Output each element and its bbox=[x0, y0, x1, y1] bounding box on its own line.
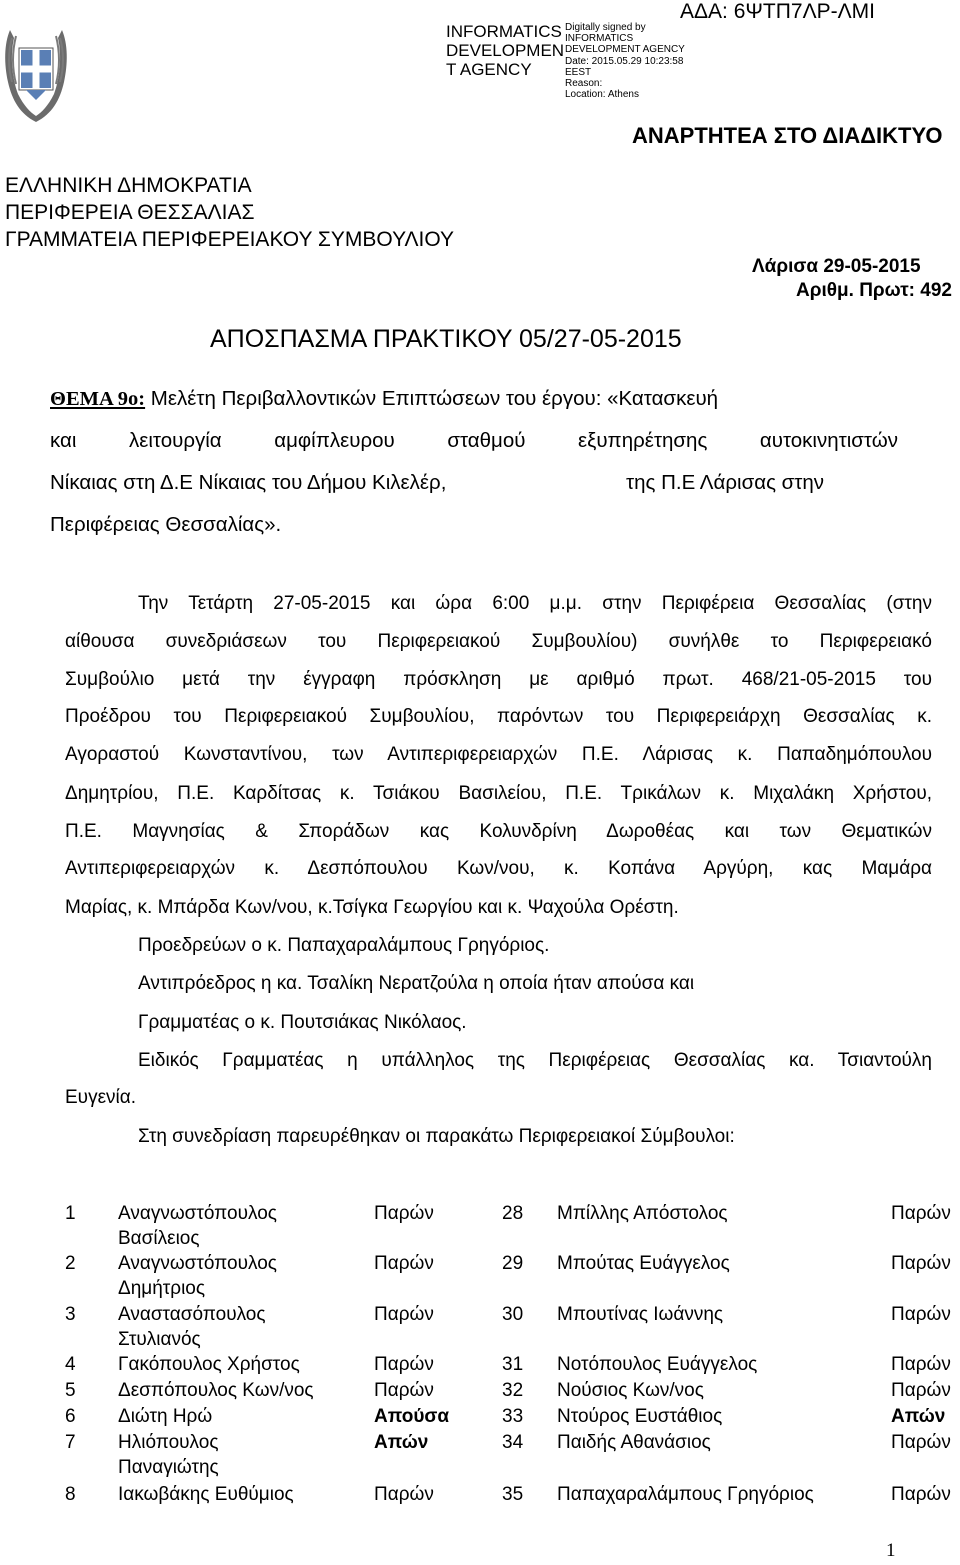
member-number: 3 bbox=[65, 1304, 76, 1325]
member-number: 4 bbox=[65, 1354, 76, 1375]
member-status: Παρών bbox=[891, 1354, 951, 1375]
member-name: Παπαχαραλάμπους Γρηγόριος bbox=[557, 1484, 814, 1505]
special-secretary-continuation: Ευγενία. bbox=[65, 1087, 137, 1108]
member-name: Ιακωβάκης Ευθύμιος bbox=[118, 1484, 294, 1505]
subject-text: Νίκαιας στη Δ.Ε Νίκαιας του Δήμου Κιλελέρ, bbox=[50, 471, 447, 494]
member-number: 33 bbox=[502, 1406, 524, 1427]
member-number: 32 bbox=[502, 1380, 524, 1401]
body-line: Δημητρίου, Π.Ε. Καρδίτσας κ. Τσιάκου Βασιλείου, Π.Ε. Τρικάλων κ. Μιχαλάκη Χρήστου, bbox=[65, 783, 932, 804]
member-status-absent: Απούσα bbox=[374, 1406, 450, 1427]
subject-text: Μελέτη Περιβαλλοντικών Επιπτώσεων του έργου: «Κατασκευή bbox=[150, 387, 719, 410]
signature-detail-line: Location: Athens bbox=[565, 89, 639, 101]
attendees-intro: Στη συνεδρίαση παρευρέθηκαν οι παρακάτω Περιφερειακοί Σύμβουλοι: bbox=[138, 1126, 735, 1147]
member-name-cont: Δημήτριος bbox=[118, 1278, 206, 1299]
subject-text: της Π.Ε Λάρισας στην bbox=[626, 471, 825, 494]
subject-line-1 bbox=[50, 387, 898, 411]
ada-code: ΑΔΑ: 6ΨΤΠ7ΛΡ-ΛΜΙ bbox=[680, 0, 875, 23]
member-number: 29 bbox=[502, 1253, 524, 1274]
chair-line: Προεδρεύων ο κ. Παπαχαραλάμπους Γρηγόριος. bbox=[138, 935, 550, 956]
member-number: 30 bbox=[502, 1304, 524, 1325]
body-line: Αντιπεριφερειαρχών κ. Δεσπόπουλου Κων/νου, κ. Κοπάνα Αργύρη, κας Μαμάρα bbox=[65, 858, 932, 879]
member-status: Παρών bbox=[891, 1484, 951, 1505]
signature-detail-line: Date: 2015.05.29 10:23:58 bbox=[565, 55, 684, 67]
member-status-absent: Απών bbox=[374, 1432, 429, 1453]
subject-line-4: Περιφέρειας Θεσσαλίας». bbox=[50, 513, 282, 536]
member-number: 7 bbox=[65, 1432, 76, 1453]
member-number: 2 bbox=[65, 1253, 76, 1274]
member-number: 6 bbox=[65, 1406, 76, 1427]
signature-detail-line: Reason: bbox=[565, 78, 603, 90]
body-line: αίθουσα συνεδριάσεων του Περιφερειακού Συμβουλίου) συνήλθε το Περιφερειακό bbox=[65, 631, 932, 652]
secretary-line: Γραμματέας ο κ. Πουτσιάκας Νικόλαος. bbox=[138, 1012, 467, 1033]
vice-chair-line: Αντιπρόεδρος η κα. Τσαλίκη Νερατζούλα η οποία ήταν απούσα και bbox=[138, 973, 695, 994]
member-number: 8 bbox=[65, 1484, 76, 1505]
greek-coat-of-arms-emblem bbox=[2, 8, 70, 126]
member-status: Παρών bbox=[374, 1253, 434, 1274]
signature-name-line: INFORMATICS bbox=[446, 22, 562, 41]
signature-detail-line: DEVELOPMENT AGENCY bbox=[565, 44, 685, 56]
body-line: Αγοραστού Κωνσταντίνου, των Αντιπεριφερειαρχών Π.Ε. Λάρισας κ. Παπαδημόπουλου bbox=[65, 744, 932, 765]
member-name: Ντούρος Ευστάθιος bbox=[557, 1406, 723, 1427]
member-status: Παρών bbox=[374, 1484, 434, 1505]
member-status: Παρών bbox=[891, 1380, 951, 1401]
member-status-absent: Απών bbox=[891, 1406, 946, 1427]
document-title: ΑΠΟΣΠΑΣΜΑ ΠΡΑΚΤΙΚΟΥ 05/27-05-2015 bbox=[210, 325, 682, 353]
member-name: Αναστασόπουλος bbox=[118, 1304, 266, 1325]
member-status: Παρών bbox=[891, 1253, 951, 1274]
member-name: Αναγνωστόπουλος bbox=[118, 1253, 277, 1274]
body-line: Συμβούλιο μετά την έγγραφη πρόσκληση με αριθμό πρωτ. 468/21-05-2015 του bbox=[65, 669, 932, 690]
member-name: Νοτόπουλος Ευάγγελος bbox=[557, 1354, 758, 1375]
signature-detail-line: EEST bbox=[565, 66, 592, 78]
signature-detail-line: INFORMATICS bbox=[565, 33, 634, 45]
authority-line-region: ΠΕΡΙΦΕΡΕΙΑ ΘΕΣΣΑΛΙΑΣ bbox=[5, 201, 255, 224]
member-number: 34 bbox=[502, 1432, 524, 1453]
signature-details bbox=[565, 22, 685, 100]
member-name-cont: Στυλιανός bbox=[118, 1329, 201, 1350]
member-status: Παρών bbox=[891, 1432, 951, 1453]
member-status: Παρών bbox=[374, 1380, 434, 1401]
signature-detail-line: Digitally signed by bbox=[565, 22, 646, 33]
member-number: 1 bbox=[65, 1203, 76, 1224]
member-status: Παρών bbox=[891, 1304, 951, 1325]
signature-agency-name bbox=[446, 22, 564, 79]
signature-name-line: T AGENCY bbox=[446, 60, 532, 79]
page-number: 1 bbox=[886, 1540, 896, 1561]
posting-notice: ΑΝΑΡΤΗΤΕΑ ΣΤΟ ΔΙΑΔΙΚΤΥΟ bbox=[632, 123, 943, 148]
member-name: Γακόπουλος Χρήστος bbox=[118, 1354, 300, 1375]
member-number: 5 bbox=[65, 1380, 76, 1401]
member-name: Δεσπόπουλος Κων/νος bbox=[118, 1380, 314, 1401]
special-secretary-line: Ειδικός Γραμματέας η υπάλληλος της Περιφέρειας Θεσσαλίας κα. Τσιαντούλη bbox=[138, 1050, 932, 1071]
subject-line-2: και λειτουργία αμφίπλευρου σταθμού εξυπηρέτησης αυτοκινητιστών bbox=[50, 429, 898, 452]
member-status: Παρών bbox=[374, 1203, 434, 1224]
member-name: Ηλιόπουλος bbox=[118, 1432, 219, 1453]
authority-line-republic: ΕΛΛΗΝΙΚΗ ΔΗΜΟΚΡΑΤΙΑ bbox=[5, 174, 252, 197]
member-number: 31 bbox=[502, 1354, 524, 1375]
member-name: Μπούτας Ευάγγελος bbox=[557, 1253, 730, 1274]
subject-line-3 bbox=[50, 471, 898, 495]
member-name: Μπίλλης Απόστολος bbox=[557, 1203, 728, 1224]
signature-name-line: DEVELOPMEN bbox=[446, 41, 565, 60]
body-line: Προέδρου του Περιφερειακού Συμβουλίου, παρόντων του Περιφερειάρχη Θεσσαλίας κ. bbox=[65, 706, 932, 727]
body-line: Π.Ε. Μαγνησίας & Σποράδων κας Κολυνδρίνη Δωροθέας και των Θεματικών bbox=[65, 821, 932, 842]
member-status: Παρών bbox=[374, 1354, 434, 1375]
member-name: Μπουτίνας Ιωάννης bbox=[557, 1304, 724, 1325]
body-line: Την Τετάρτη 27-05-2015 και ώρα 6:00 μ.μ. στην Περιφέρεια Θεσσαλίας (στην bbox=[138, 593, 932, 614]
member-name-cont: Βασίλειος bbox=[118, 1228, 200, 1249]
member-name: Νούσιος Κων/νος bbox=[557, 1380, 704, 1401]
member-number: 35 bbox=[502, 1484, 524, 1505]
member-status: Παρών bbox=[374, 1304, 434, 1325]
subject-label: ΘΕΜΑ 9ο: bbox=[50, 388, 146, 410]
member-name: Παιδής Αθανάσιος bbox=[557, 1432, 711, 1453]
member-name: Αναγνωστόπουλος bbox=[118, 1203, 277, 1224]
city-date: Λάρισα 29-05-2015 bbox=[752, 256, 921, 277]
member-number: 28 bbox=[502, 1203, 524, 1224]
member-name-cont: Παναγιώτης bbox=[118, 1457, 219, 1478]
authority-line-secretariat: ΓΡΑΜΜΑΤΕΙΑ ΠΕΡΙΦΕΡΕΙΑΚΟΥ ΣΥΜΒΟΥΛΙΟΥ bbox=[5, 228, 455, 251]
member-name: Διώτη Ηρώ bbox=[118, 1406, 213, 1427]
body-line: Μαρίας, κ. Μπάρδα Κων/νου, κ.Τσίγκα Γεωργίου και κ. Ψαχούλα Ορέστη. bbox=[65, 897, 679, 918]
protocol-number: Αριθμ. Πρωτ: 492 bbox=[796, 280, 952, 301]
member-status: Παρών bbox=[891, 1203, 951, 1224]
